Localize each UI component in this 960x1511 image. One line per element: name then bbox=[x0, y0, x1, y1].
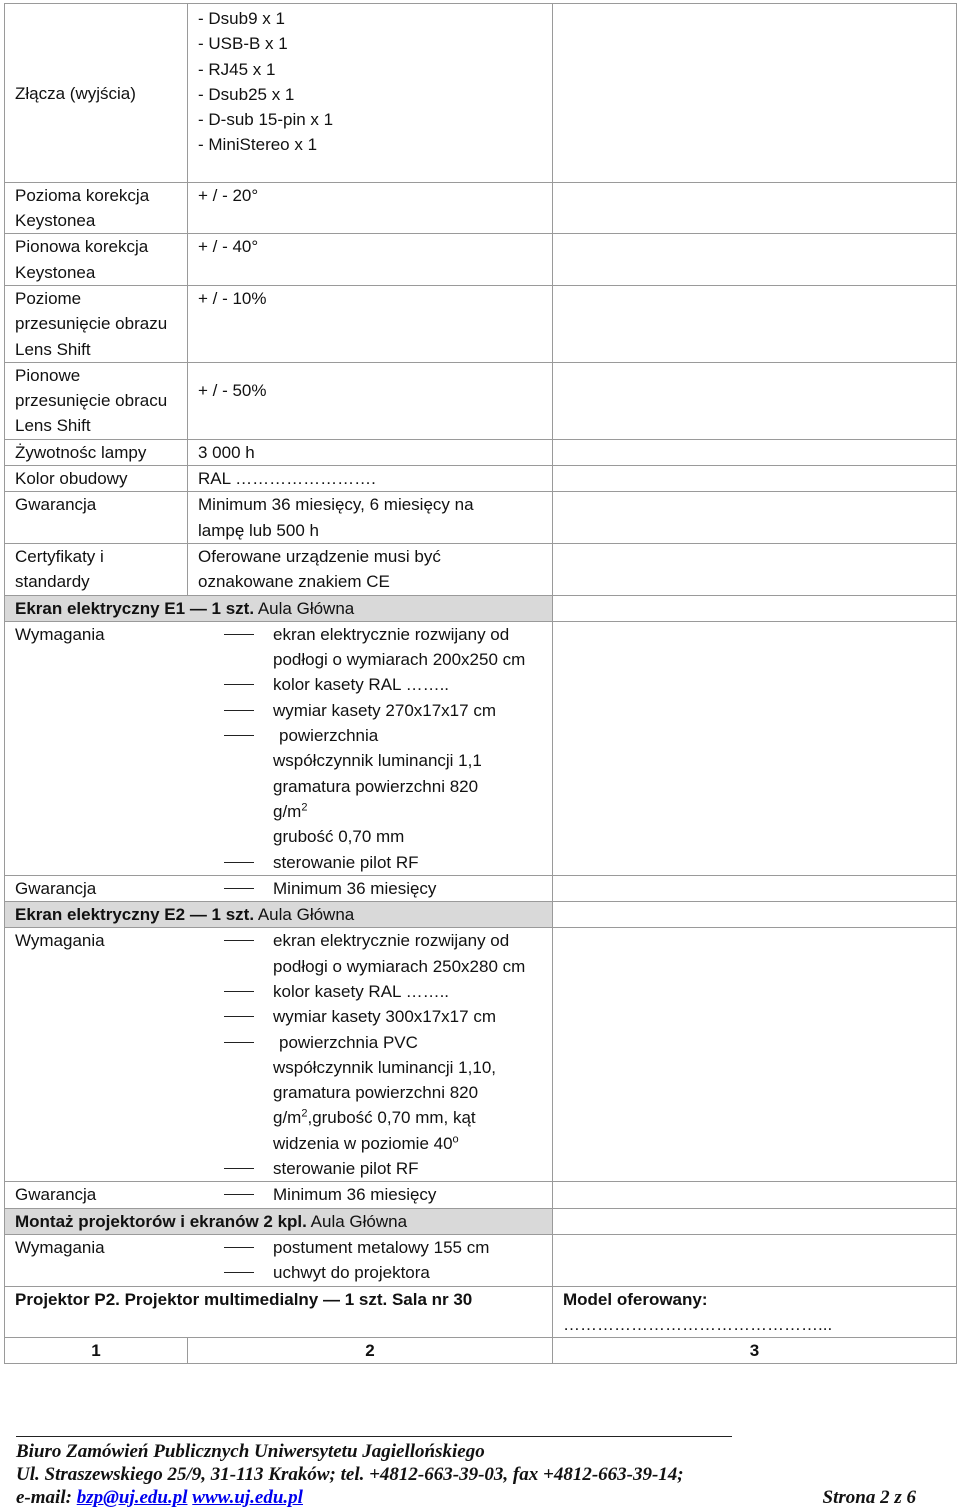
row-screen1-req bbox=[5, 621, 957, 875]
screen1-surface-line: powierzchnia bbox=[279, 726, 379, 746]
shift-h-label: Poziome przesunięcie obrazu Lens Shift bbox=[5, 285, 188, 362]
certs-empty bbox=[553, 543, 957, 595]
row-outputs bbox=[5, 4, 957, 183]
screen2-grammage-sup: 2 bbox=[301, 1107, 308, 1120]
outputs-list bbox=[188, 4, 553, 183]
row-mounting-req bbox=[5, 1234, 957, 1286]
output-item: - Dsub9 x 1 bbox=[198, 9, 285, 28]
screen2-header-rest: Aula Główna bbox=[254, 905, 355, 925]
outputs-empty-cell bbox=[553, 4, 957, 183]
row-housing-color bbox=[5, 466, 957, 492]
footer-contact-line bbox=[16, 1486, 936, 1509]
shift-v-label: Pionowe przesunięcie obracu Lens Shift bbox=[5, 362, 188, 439]
screen1-req-item: wymiar kasety 270x17x17 cm bbox=[224, 698, 538, 723]
column-number: 1 bbox=[5, 1338, 188, 1364]
mounting-header-bold: Montaż projektorów i ekranów 2 kpl. bbox=[15, 1211, 307, 1231]
mounting-header bbox=[5, 1208, 553, 1234]
row-mounting-header bbox=[5, 1208, 957, 1234]
screen2-degree-sup: o bbox=[452, 1133, 459, 1146]
screen1-warranty-empty bbox=[553, 875, 957, 901]
certs-value: Oferowane urządzenie musi być oznakowane znakiem CE bbox=[188, 543, 553, 595]
mounting-req-item: uchwyt do projektora bbox=[224, 1260, 542, 1285]
screen1-grammage-sup: 2 bbox=[301, 801, 308, 814]
screen1-header-bold: Ekran elektryczny E1 — 1 szt. bbox=[15, 598, 255, 618]
output-item: - MiniStereo x 1 bbox=[198, 135, 318, 155]
footer-email-label: e-mail: bbox=[16, 1487, 77, 1508]
row-shift-v bbox=[5, 362, 957, 439]
shift-v-value: + / - 50% bbox=[188, 362, 553, 439]
row-keystone-v bbox=[5, 234, 957, 286]
column-number: 2 bbox=[188, 1338, 553, 1364]
mounting-header-rest: Aula Główna bbox=[306, 1211, 408, 1231]
screen1-warranty-cell bbox=[188, 875, 553, 901]
row-shift-h bbox=[5, 285, 957, 362]
lamp-life-empty bbox=[553, 439, 957, 465]
screen1-header bbox=[5, 595, 553, 621]
keystone-h-value: + / - 20° bbox=[188, 182, 553, 234]
screen1-warranty-list bbox=[188, 876, 542, 901]
screen1-req-item: kolor kasety RAL …….. bbox=[224, 672, 538, 697]
mounting-req-label: Wymagania bbox=[5, 1234, 188, 1286]
keystone-h-empty bbox=[553, 182, 957, 234]
page-number: Strona 2 z 6 bbox=[822, 1487, 916, 1508]
output-item: - D-sub 15-pin x 1 bbox=[198, 110, 334, 130]
model-offered-value: ………………………………………... bbox=[563, 1314, 833, 1334]
screen2-warranty-list bbox=[188, 1182, 542, 1207]
screen2-surface-line: powierzchnia PVC bbox=[279, 1032, 418, 1052]
screen2-header-empty bbox=[553, 902, 957, 928]
row-certs bbox=[5, 543, 957, 595]
housing-color-empty bbox=[553, 466, 957, 492]
warranty-empty bbox=[553, 492, 957, 544]
screen1-req-empty bbox=[553, 621, 957, 875]
screen2-req-item bbox=[224, 1030, 538, 1156]
screen1-req-item: sterowanie pilot RF bbox=[224, 850, 538, 875]
footer-address: Ul. Straszewskiego 25/9, 31-113 Kraków; tel. +4812-663-39-03, fax +4812-663-39-14; bbox=[16, 1464, 684, 1485]
screen2-req-item: kolor kasety RAL …….. bbox=[224, 979, 538, 1004]
row-lamp-life bbox=[5, 439, 957, 465]
certs-label: Certyfikaty i standardy bbox=[5, 543, 188, 595]
keystone-v-value: + / - 40° bbox=[188, 234, 553, 286]
footer-office: Biuro Zamówień Publicznych Uniwersytetu Jagiellońskiego bbox=[16, 1441, 485, 1462]
screen2-req-item: sterowanie pilot RF bbox=[224, 1156, 538, 1181]
screen1-req-cell bbox=[188, 621, 553, 875]
mounting-header-empty bbox=[553, 1208, 957, 1234]
model-offered-label: Model oferowany: bbox=[563, 1289, 708, 1309]
screen2-req-label: Wymagania bbox=[5, 928, 188, 1182]
screen2-header-bold: Ekran elektryczny E2 — 1 szt. bbox=[15, 905, 255, 925]
row-projector-p2 bbox=[5, 1286, 957, 1338]
row-column-numbers bbox=[5, 1338, 957, 1364]
screen2-req-cell bbox=[188, 928, 553, 1182]
projector-p2-title: Projektor P2. Projektor multimedialny — 1 szt. Sala nr 30 bbox=[5, 1286, 553, 1338]
output-item: - RJ45 x 1 bbox=[198, 59, 276, 79]
column-number: 3 bbox=[553, 1338, 957, 1364]
output-item: - Dsub25 x 1 bbox=[198, 84, 295, 104]
lamp-life-label: Żywotnośc lampy bbox=[5, 439, 188, 465]
projector-p2-model-cell bbox=[553, 1286, 957, 1338]
screen2-req-item: wymiar kasety 300x17x17 cm bbox=[224, 1004, 538, 1029]
screen1-header-rest: Aula Główna bbox=[254, 598, 355, 618]
screen1-header-empty bbox=[553, 595, 957, 621]
row-screen2-req bbox=[5, 928, 957, 1182]
keystone-h-label: Pozioma korekcja Keystonea bbox=[5, 182, 188, 234]
screen2-header bbox=[5, 902, 553, 928]
screen2-warranty-empty bbox=[553, 1182, 957, 1208]
screen1-req-list bbox=[188, 622, 538, 875]
shift-h-value: + / - 10% bbox=[188, 285, 553, 362]
screen2-req-list bbox=[188, 928, 538, 1181]
page-footer bbox=[16, 1440, 936, 1509]
mounting-req-empty bbox=[553, 1234, 957, 1286]
outputs-label: Złącza (wyjścia) bbox=[5, 4, 188, 183]
screen1-warranty-label: Gwarancja bbox=[5, 875, 188, 901]
screen1-thickness-line: grubość 0,70 mm bbox=[273, 827, 405, 847]
footer-website-link[interactable]: www.uj.edu.pl bbox=[192, 1487, 303, 1508]
housing-color-label: Kolor obudowy bbox=[5, 466, 188, 492]
row-warranty bbox=[5, 492, 957, 544]
housing-color-value: RAL ……………………. bbox=[188, 466, 553, 492]
screen2-luminance-line: współczynnik luminancji 1,10, bbox=[273, 1057, 496, 1077]
shift-v-empty bbox=[553, 362, 957, 439]
screen1-req-item: ekran elektrycznie rozwijany od podłogi o wymiarach 200x250 cm bbox=[224, 622, 538, 673]
screen2-req-empty bbox=[553, 928, 957, 1182]
screen2-grammage-rest: ,grubość 0,70 mm, kąt widzenia w poziomie 40 bbox=[273, 1108, 476, 1153]
spec-table bbox=[4, 3, 957, 1364]
row-keystone-h bbox=[5, 182, 957, 234]
screen1-luminance-line: współczynnik luminancji 1,1 bbox=[273, 751, 482, 771]
warranty-value: Minimum 36 miesięcy, 6 miesięcy na lampę lub 500 h bbox=[188, 492, 553, 544]
row-screen1-warranty bbox=[5, 875, 957, 901]
shift-h-empty bbox=[553, 285, 957, 362]
footer-rule bbox=[16, 1436, 732, 1437]
screen2-warranty-label: Gwarancja bbox=[5, 1182, 188, 1208]
screen2-warranty-cell bbox=[188, 1182, 553, 1208]
keystone-v-label: Pionowa korekcja Keystonea bbox=[5, 234, 188, 286]
output-item: - USB-B x 1 bbox=[198, 34, 288, 54]
mounting-req-list bbox=[188, 1235, 542, 1286]
row-screen2-header bbox=[5, 902, 957, 928]
screen1-grammage-text: gramatura powierzchni 820 g/m bbox=[273, 776, 479, 821]
warranty-label: Gwarancja bbox=[5, 492, 188, 544]
row-screen1-header bbox=[5, 595, 957, 621]
lamp-life-value: 3 000 h bbox=[188, 439, 553, 465]
screen1-req-item bbox=[224, 723, 538, 849]
screen2-grammage-text: gramatura powierzchni 820 g/m bbox=[273, 1083, 479, 1128]
screen2-warranty-value: Minimum 36 miesięcy bbox=[224, 1182, 542, 1207]
keystone-v-empty bbox=[553, 234, 957, 286]
mounting-req-item: postument metalowy 155 cm bbox=[224, 1235, 542, 1260]
screen1-warranty-value: Minimum 36 miesięcy bbox=[224, 876, 542, 901]
row-screen2-warranty bbox=[5, 1182, 957, 1208]
screen2-req-item: ekran elektrycznie rozwijany od podłogi o wymiarach 250x280 cm bbox=[224, 928, 538, 979]
screen2-grammage-line bbox=[273, 1080, 538, 1156]
mounting-req-cell bbox=[188, 1234, 553, 1286]
footer-email-link[interactable]: bzp@uj.edu.pl bbox=[76, 1487, 188, 1508]
screen1-req-label: Wymagania bbox=[5, 621, 188, 875]
screen1-grammage-line bbox=[273, 774, 538, 825]
